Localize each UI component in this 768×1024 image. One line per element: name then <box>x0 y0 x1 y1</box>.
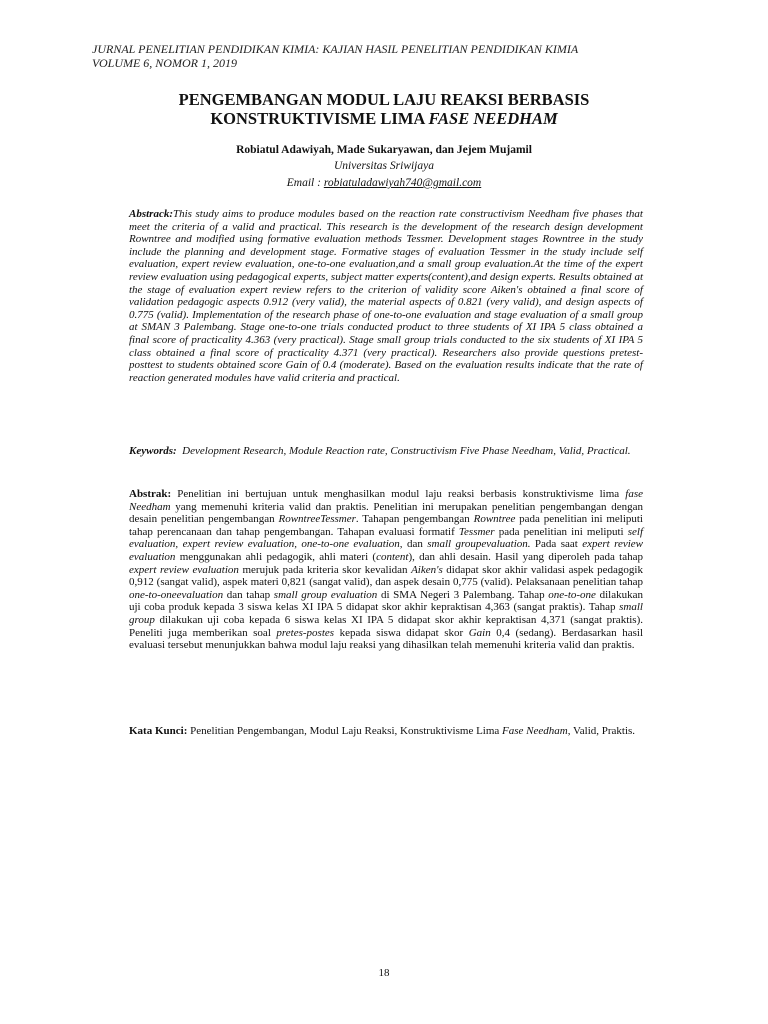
title-line-2-plain: KONSTRUKTIVISME LIMA <box>210 109 429 128</box>
abstract-id-text: kepada siswa didapat skor <box>334 626 469 639</box>
abstract-id-text: merujuk pada kriteria skor kevalidan <box>238 563 412 576</box>
keywords-indonesian <box>129 724 643 738</box>
abstract-id-text: ), dan ahli desain. Hasil yang diperoleh pada tahap <box>408 550 643 563</box>
abstract-id-text: Pada saat <box>530 538 583 551</box>
abstract-id-italic: small group evaluation <box>273 588 378 601</box>
abstract-id-text: 0,4 (sedang). Berdasarkan hasil evaluasi tersebut menunjukkan bahwa modul laju reaksi yang dihasilkan telah memenuhi kriteria valid dan praktis. <box>129 626 643 652</box>
keywords-english <box>129 444 643 458</box>
abstract-id-text: dilakukan uji coba produk kepada 3 siswa kelas XI IPA 5 didapat skor akhir kepraktisan 4,363 (sangat praktis). Tahap <box>129 588 643 614</box>
abstract-id-text: . Tahapan pengembangan <box>355 513 474 526</box>
title-line-1: PENGEMBANGAN MODUL LAJU REAKSI BERBASIS <box>178 90 590 109</box>
journal-running-header <box>92 42 692 70</box>
abstract-id-italic: expert review evaluation <box>129 538 643 563</box>
abstract-english-label: Abstrack: <box>129 208 173 220</box>
abstract-id-text: dan <box>402 538 428 551</box>
abstract-id-text: Penelitian ini bertujuan untuk menghasilkan modul laju reaksi berbasis konstruktivisme lima <box>171 488 626 500</box>
journal-name: JURNAL PENELITIAN PENDIDIKAN KIMIA: KAJIAN HASIL PENELITIAN PENDIDIKAN KIMIA <box>92 42 579 56</box>
email-label: Email : <box>286 177 324 189</box>
email-link[interactable]: robiatuladawiyah740@gmail.com <box>323 177 482 189</box>
abstract-english <box>129 208 643 384</box>
abstract-id-italic: fase Needham <box>129 488 643 513</box>
abstract-indonesian-label: Abstrak: <box>129 488 172 500</box>
abstract-id-italic: content <box>376 550 409 563</box>
keywords-id-text: Penelitian Pengembangan, Modul Laju Reaksi, Konstruktivisme Lima <box>187 725 503 737</box>
abstract-id-text: pada penelitian ini meliputi tahap perencanaan dan tahap pengembangan. Tahapan evaluasi formatif <box>129 513 643 538</box>
keywords-english-label: Keywords: <box>129 445 177 457</box>
affiliation: Universitas Sriwijaya <box>334 160 434 172</box>
author-email <box>100 177 668 189</box>
abstract-id-italic: RowntreeTessmer <box>278 513 356 526</box>
abstract-id-italic: Gain <box>468 626 491 639</box>
abstract-id-text: menggunakan ahli pedagogik, ahli materi ( <box>175 550 377 563</box>
keywords-english-text: Development Research, Module Reaction rate, Constructivism Five Phase Needham, Valid, Practical. <box>182 445 631 457</box>
abstract-id-italic: small group <box>129 601 643 626</box>
title-line-2-italic: FASE NEEDHAM <box>428 109 558 128</box>
abstract-id-italic: Rowntree <box>473 513 516 526</box>
abstract-id-text: pada penelitian ini meliputi <box>494 525 628 538</box>
page-number: 18 <box>378 967 390 979</box>
abstract-id-text: di SMA Negeri 3 Palembang. Tahap <box>377 588 549 601</box>
abstract-id-italic: one-to-one <box>548 588 596 601</box>
author-list: Robiatul Adawiyah, Made Sukaryawan, dan Jejem Mujamil <box>236 144 532 156</box>
abstract-id-text: dan tahap <box>223 588 274 601</box>
keywords-indonesian-label: Kata Kunci: <box>129 725 188 737</box>
abstract-id-italic: Aiken's <box>411 563 443 576</box>
abstract-id-text: didapat skor akhir validasi aspek pedagogik 0,912 (sangat valid), aspek materi 0,821 (sangat valid), dan aspek desain 0,775 (valid). Pelaksanaan penelitian tahap <box>129 563 643 589</box>
abstract-id-text: yang memenuhi kriteria valid dan praktis. Penelitian ini merupakan penelitian pengembangan dengan desain penelitian pengembangan <box>129 500 643 526</box>
keywords-id-text: , Valid, Praktis. <box>567 725 636 737</box>
abstract-id-italic: pretes-postes <box>276 626 335 639</box>
title-line-2 <box>100 109 668 128</box>
abstract-id-italic: self evaluation, expert review evaluation, one-to-one evaluation, <box>129 525 643 551</box>
abstract-english-text: This study aims to produce modules based on the reaction rate constructivism Needham five phases that meet the criteria of a valid and practical. This research is the development of the research design development Rowntree and modified using formative evaluation methods Tessmer. Development stages Rowntree in the study include the planning and development stage. Formative stages of evaluation Tessmer in the study include self evaluation, expert review evaluation, one-to-one evaluation,and a small group evaluation.At the time of the expert review evaluation using pedagogical experts, subject matter experts(content),and design experts. Results obtained at the stage of evaluation expert review refers to the criterion of validity score Aiken's obtained a final score of validation pedagogic aspects 0.912 (very valid), the material aspects of 0.821 (very valid), and design aspects of 0.775 (valid). Implementation of the research phase of one-to-one evaluation and stage evaluation of a small group at SMAN 3 Palembang. Stage one-to-one trials conducted product to three students of XI IPA 5 class obtained a final score of practicality 4.363 (very practical). Stage small group trials conducted to the six students of XI IPA 5 class obtained a final score of practicality 4.371 (very practical). Researchers also provide questions pretest-posttest to students obtained score Gain of 0.4 (moderate). Based on the evaluation results indicate that the rate of reaction generated modules have valid criteria and practical. <box>129 208 643 384</box>
abstract-id-text: dilakukan uji coba kepada 6 siswa kelas XI IPA 5 didapat skor akhir kepraktisan 4,371 (sangat praktis). Peneliti juga memberikan soal <box>129 613 643 639</box>
keywords-id-italic: Fase Needham <box>502 725 568 737</box>
article-title <box>100 90 668 128</box>
abstract-id-italic: one-to-oneevaluation <box>129 588 224 601</box>
abstract-indonesian <box>129 488 643 652</box>
abstract-id-italic: Tessmer <box>458 525 495 538</box>
abstract-id-italic: small groupevaluation. <box>427 538 531 551</box>
journal-volume: VOLUME 6, NOMOR 1, 2019 <box>92 56 237 70</box>
abstract-id-italic: expert review evaluation <box>129 563 239 576</box>
